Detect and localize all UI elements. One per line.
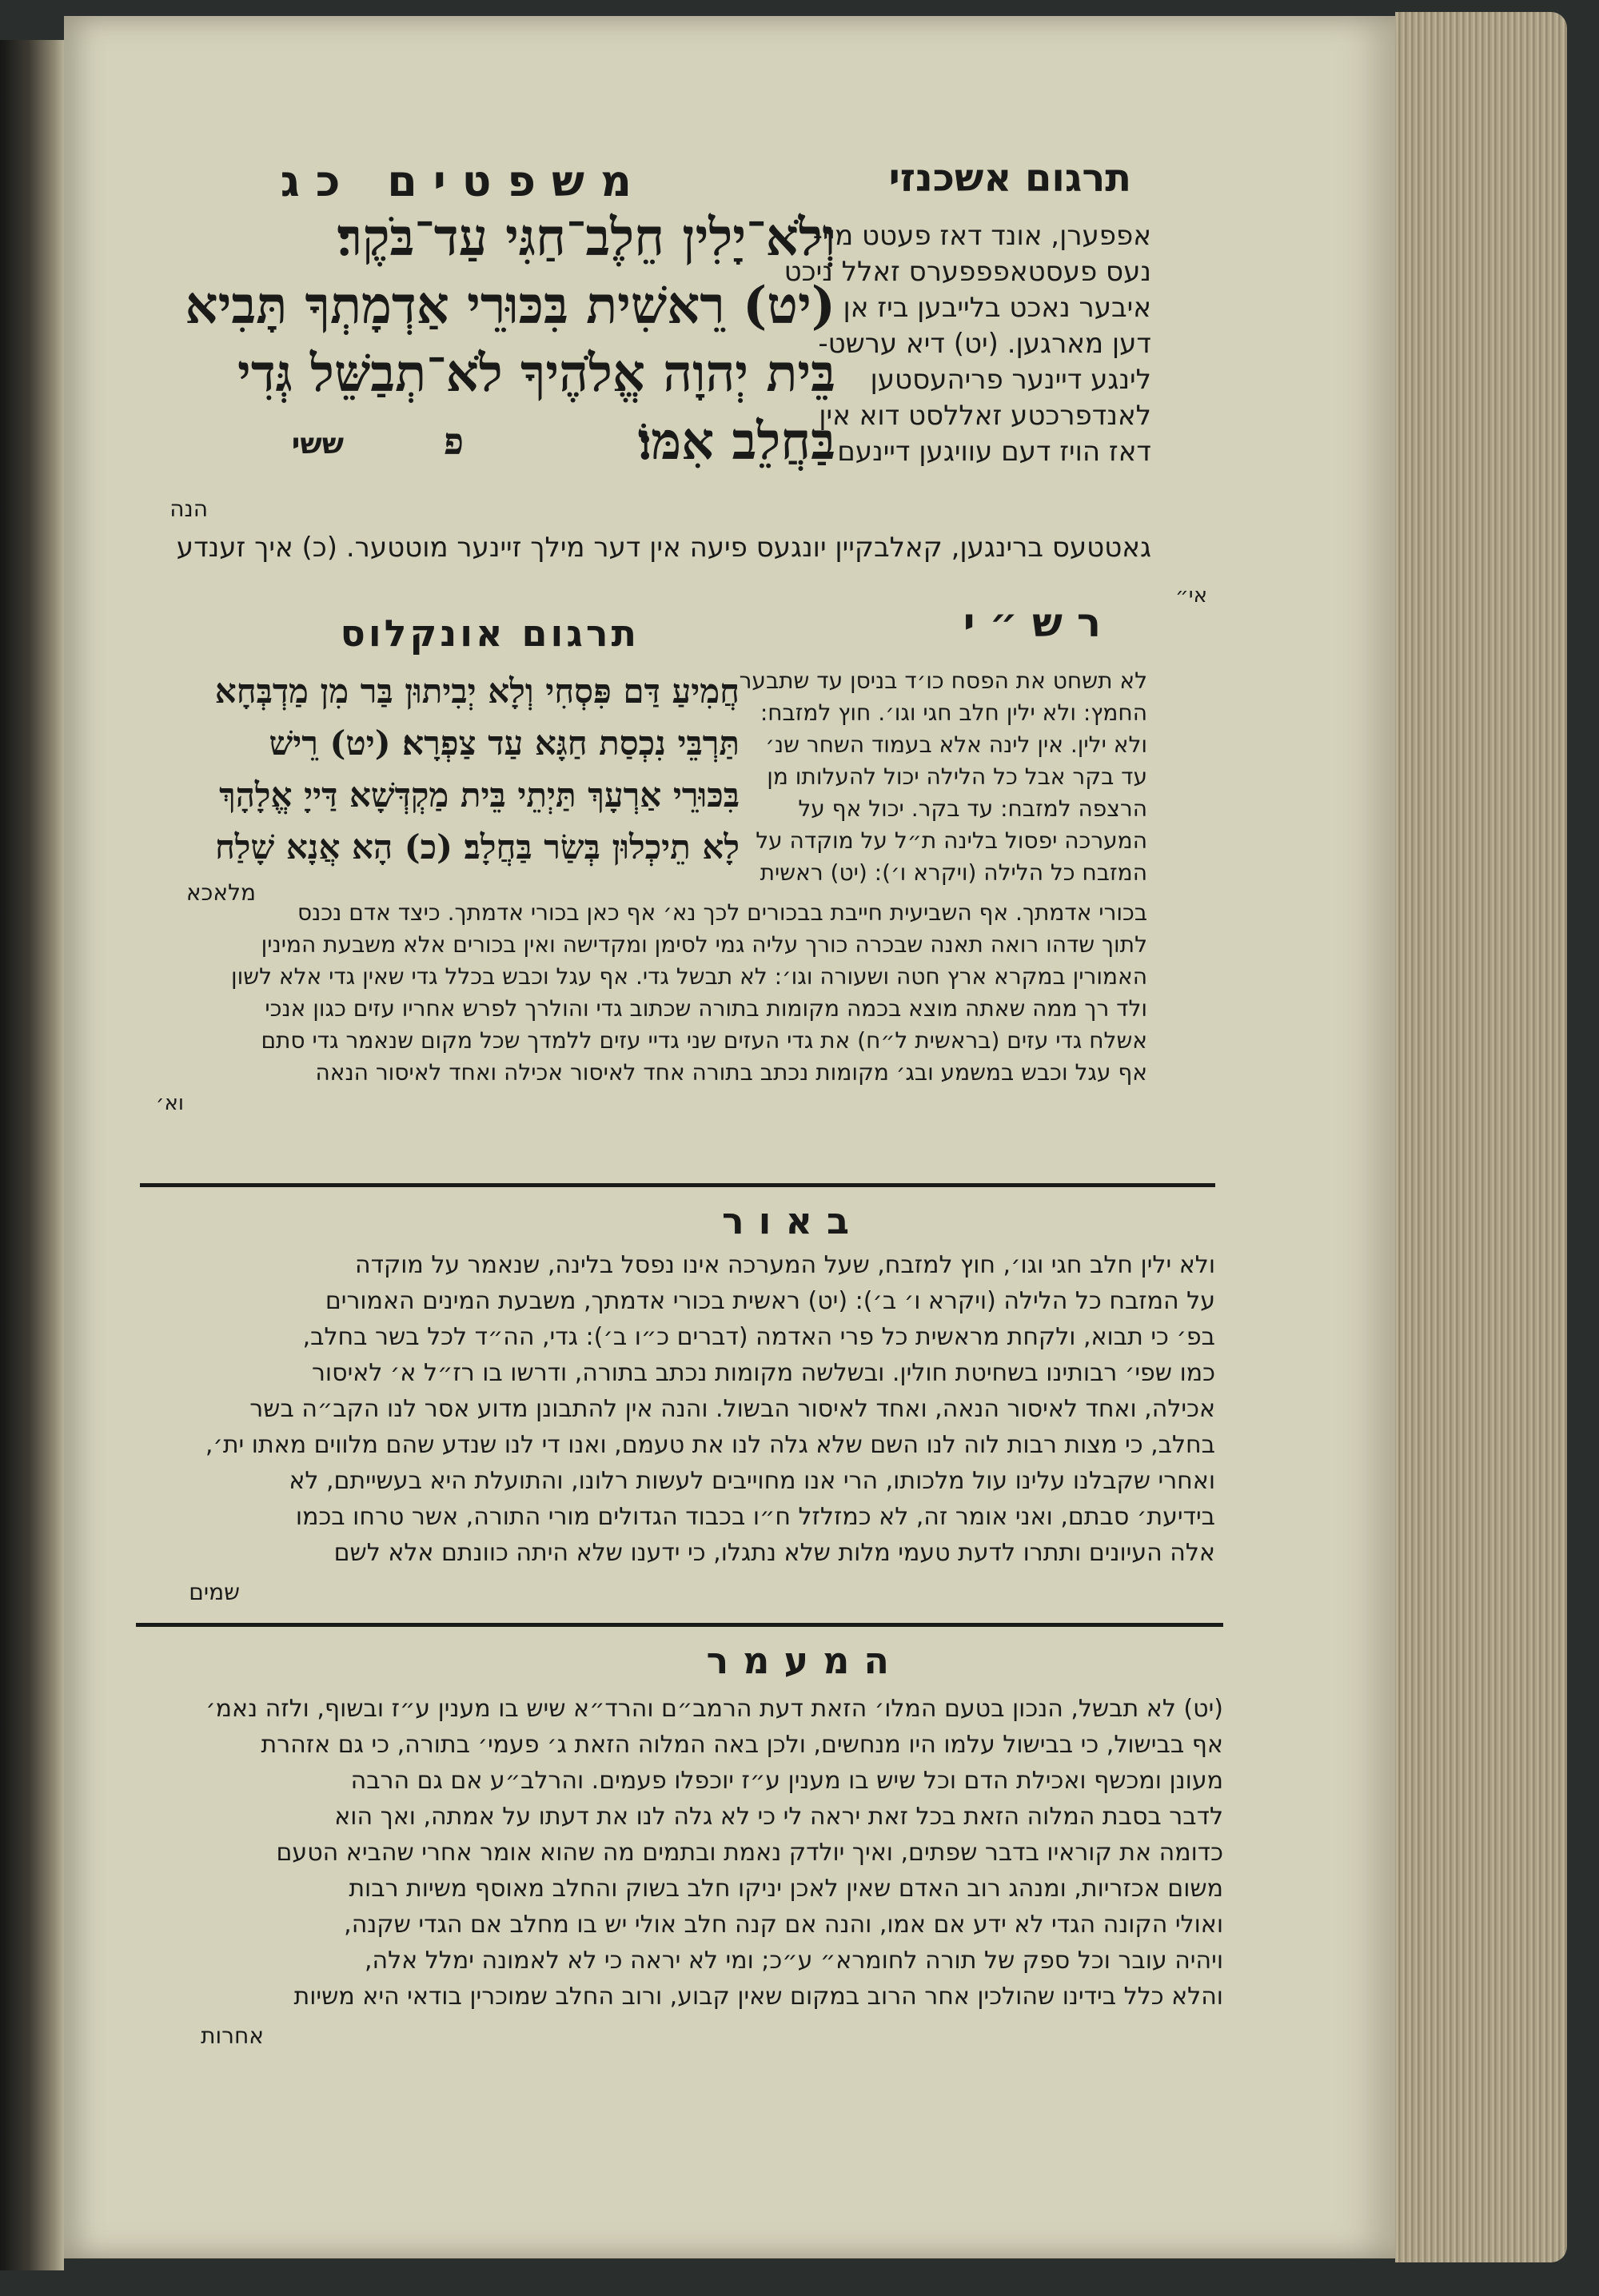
rashi-full-line: בכורי אדמתך. אף השביעית חייבת בבכורים לכך נא׳ אף כאן בכורי אדמתך. כיצד אדם נכנס: [297, 899, 1147, 926]
torah-line: בֵּית יְהוָה אֱלֹהֶיךָ לֹא־תְבַשֵּׁל גְּדִי: [237, 344, 835, 404]
hameamer-line: משום אכזריות, ומנהג רוב האדם שאין לאכן יניקו חלב בשוק והחלב מאוסף משיות רבות: [349, 1875, 1223, 1903]
beur-line: אלה העיונים ותתרו לדעת טעמי מלות שלא נתגלו, כי ידענו שלא היתה כוונתם אלא לשם: [333, 1539, 1215, 1567]
targum-ashkenazi-line: איבער נאכט בלייבען ביז אן: [843, 292, 1151, 324]
targum-ashkenazi-line: דען מארגען. (יט) דיא ערשט-: [818, 328, 1151, 360]
hameamer-line: ויהיה עובר וכל ספק של תורה לחומרא״ ע״כ; ומי לא יראה כי לא לאמונה ימלל אלה,: [364, 1947, 1223, 1975]
hameamer-line: ואולי הקונה הגדי לא ידע אם אמו, והנה אם קנה חלב אולי יש בו מחלב אם הגדי שקנה,: [344, 1911, 1223, 1939]
section-divider-hameamer: [136, 1623, 1223, 1627]
torah-line: בַּחֲלֵב אִמּוֹ׃: [637, 412, 835, 472]
catchword-beur: שמים: [189, 1579, 240, 1605]
catchword-top: הנה: [169, 496, 208, 522]
header-rashi: רש״י: [963, 600, 1115, 646]
hameamer-line: והלא כלל בידינו שהולכין אחר הרוב במקום שאין קבוע, ורוב החלב שמוכרין בודאי היא משיות: [293, 1983, 1223, 2011]
rashi-line: עד בקר אבל כל הלילה יכול להעלותו מן: [767, 763, 1147, 790]
rashi-line: המזבח כל הלילה (ויקרא ו׳): (יט) ראשית: [760, 859, 1147, 886]
torah-line: וְלֹא־יָלִין חֵלֶב־חַגִּי עַד־בֹּקֶר׃: [337, 208, 835, 268]
header-beur: באור: [721, 1199, 863, 1242]
header-targum-ashkenazi: תרגום אשכנזי: [888, 156, 1131, 201]
full-width-german-line: גאטטעס ברינגען, קאלבקיין יונגעס פיעה אין דער מילך זיינער מוטטער. (כ) איך זענדע: [176, 532, 1151, 564]
section-marker-peh: פ: [443, 420, 464, 463]
book-binding-left: [0, 40, 64, 2270]
section-divider-beur: [140, 1183, 1215, 1187]
targum-ashkenazi-line: לאנדפרכטע זאללסט דוא אין: [819, 400, 1151, 432]
catchword-rashi-end: וא׳: [155, 1091, 184, 1115]
hameamer-line: מעונן ומכשף ואכילת הדם וכל שיש בו מענין ע״ז יוכפלו פעמים. והרלב״ע אם גם הרבה: [350, 1767, 1223, 1795]
rashi-full-line: האמורין במקרא ארץ חטה ושעורה וגו׳: לא תבשל גדי. אף עגל וכבש בכלל גדי שאין גדי אלא לשון: [230, 963, 1147, 990]
header-hameamer: המעמר: [706, 1639, 903, 1682]
beur-line: אכילה, ואחד לאיסור הנאה, ואחד לאיסור הבשול. והנה אין להתבונן מדוע אסר לנו הקב״ה בשר: [249, 1395, 1215, 1423]
onkelos-line: בִּכּוּרֵי אַרְעָךְ תַּיְתֵי בֵּית מַקְדְּשָׁא דַּייָ אֱלָהָךְ: [219, 775, 740, 815]
onkelos-line: חֲמִיעַ דַּם פִּסְחִי וְלָא יְבִיתוּן בַּר מִן מַדְבְּחָא: [214, 672, 740, 711]
page-edges-right: [1395, 12, 1567, 2262]
header-onkelos: תרגום אונקלוס: [340, 612, 640, 655]
catchword-onkelos: מלאכא: [185, 879, 256, 906]
rashi-full-line: אשלח גדי עזים (בראשית ל״ח) את גדי העזים שני גדיי עזים ללמדך שכל מקום שנאמר גדי סתם: [261, 1027, 1147, 1054]
beur-line: בידיעת׳ סבתם, ואני אומר זה, לא כמזלזל ח״ו בכבוד הגדולים מורי התורה, אשר טרחו בכמו: [295, 1503, 1215, 1531]
rashi-full-line: ולד רך ממה שאתה מוצא בכמה מקומות בתורה שכתוב גדי והולרך לפרש אחריו עזים כגון אנכי: [265, 995, 1147, 1022]
beur-line: בפ׳ כי תבוא, ולקחת מראשית כל פרי האדמה (דברים כ״ו ב׳): גדי, הה״ד לכל בשר בחלב,: [302, 1323, 1215, 1351]
catchword-rashi: אי״: [1175, 584, 1207, 608]
targum-ashkenazi-line: דאז הויז דעם עוויגען דיינעם: [837, 436, 1151, 468]
beur-line: כמו שפי׳ רבותינו בשחיטת חולין. ובשלשה מקומות נכתב בתורה, ודרשו בו רז״ל א׳ לאיסור: [312, 1359, 1215, 1387]
beur-line: בחלב, כי מצות רבות לוה לנו השם שלא גלה לנו את טעמם, ואנו די לנו שנדע שהם מלווים מאתו ית׳,: [205, 1431, 1215, 1459]
rashi-full-line: לתוך שדהו רואה תאנה שבכרה כורך עליה גמי לסימן ומקדישה ואין בכורים אלא משבעת המינין: [261, 931, 1147, 958]
rashi-line: לא תשחט את הפסח כו׳ד בניסן עד שתבער: [739, 668, 1147, 694]
rashi-line: הרצפה למזבח: עד בקר. יכול אף על: [798, 795, 1147, 822]
hameamer-line: אף בבישול, כי בבישול עלמו היו מנחשים, ולכן באה המלוה הזאת ג׳ פעמי׳ בתורה, כי גם אזהרת: [261, 1731, 1223, 1759]
torah-line: (יט) רֵאשִׁית בִּכּוּרֵי אַדְמָתְךָ תָּבִיא: [185, 276, 835, 336]
beur-line: ולא ילין חלב חגי וגו׳, חוץ למזבח, שעל המערכה אינו נפסל בלינה, שנאמר על מוקדה: [354, 1251, 1215, 1279]
targum-ashkenazi-line: אפפערן, אונד דאז פעטט מיי-: [812, 220, 1151, 252]
targum-ashkenazi-line: לינגע דיינער פריהעסטען: [870, 364, 1151, 396]
hameamer-line: כדומה את קוראיו בדבר שפתים, ואיך יולדק נאמת ובתמים מה שהוא אומר אחרי שהביא הטעם: [276, 1839, 1223, 1867]
rashi-line: המערכה יפסול בלינה ת״ל על מוקדה על: [756, 827, 1147, 854]
onkelos-line: תַּרְבֵּי נִכְסַת חַגָּא עַד צַפְרָא׃ (יט) רֵישׁ: [269, 723, 740, 763]
beur-line: ואחרי שקבלנו עלינו עול מלכותו, הרי אנו מחוייבים לעשות רלונו, והתועלת היא בעשייתם, לא: [289, 1467, 1215, 1495]
rashi-line: החמץ: ולא ילין חלב חגי וגו׳. חוץ למזבח:: [760, 700, 1147, 726]
targum-ashkenazi-line: נעס פעסטאפפפערס זאלל ניכט: [784, 256, 1151, 288]
rashi-line: ולא ילין. אין לינה אלא בעמוד השחר שנ׳: [765, 731, 1147, 758]
beur-line: על המזבח כל הלילה (ויקרא ו׳ ב׳): (יט) ראשית בכורי אדמתך, משבעת המינים האמורים: [325, 1287, 1215, 1315]
header-parsha: משפטים כג: [280, 156, 648, 206]
catchword-hameamer: אחרות: [201, 2023, 264, 2049]
aliyah-marker-sheni: ששי: [291, 428, 344, 460]
rashi-full-line: אף עגל וכבש במשמע ובג׳ מקומות נכתב בתורה אחד לאיסור אכילה ואחד לאיסור הנאה: [315, 1059, 1147, 1086]
onkelos-line: לָא תֵיכְלוּן בְּשַׂר בַּחֲלָב׃ (כ) הָא אֲנָא שָׁלַח: [214, 827, 740, 867]
hameamer-line: לדבר בסבת המלוה הזאת בכל זאת יראה לי כי לא גלה לנו את דעתו על אמתה, ואך הוא: [334, 1803, 1223, 1831]
hameamer-line: (יט) לא תבשל, הנכון בטעם המלו׳ הזאת דעת הרמב״ם והרד״א שיש בו מענין ע״ז ובשוף, ולזה נאמ׳: [205, 1695, 1223, 1723]
